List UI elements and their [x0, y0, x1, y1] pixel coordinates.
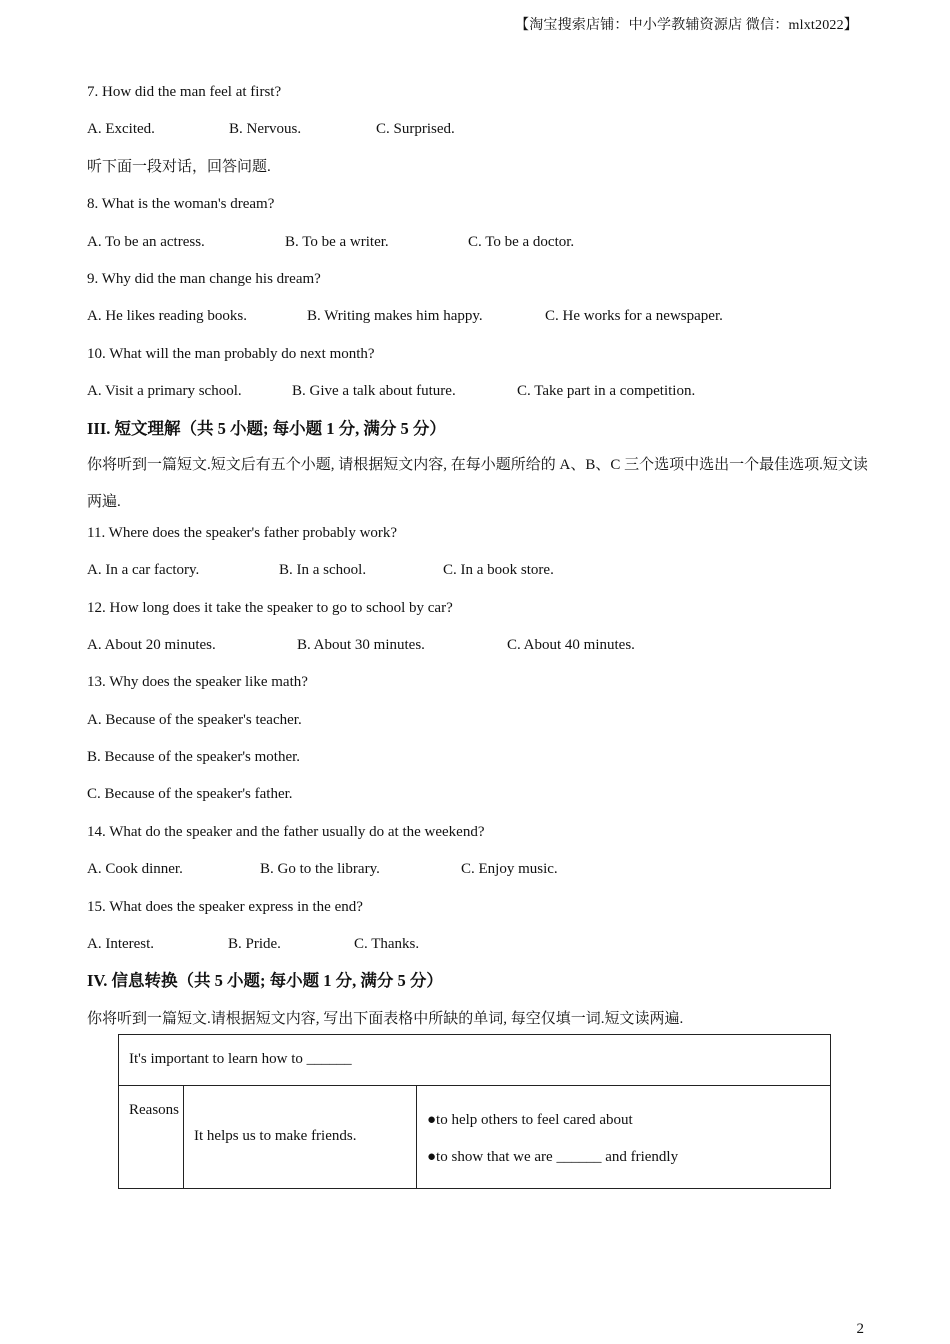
option-b: B. Because of the speaker's mother.: [87, 749, 301, 766]
option-c: C. Because of the speaker's father.: [87, 786, 293, 803]
option-b: B. About 30 minutes.: [297, 636, 425, 653]
info-table: [118, 1034, 831, 1189]
reasons-label: Reasons: [119, 1085, 184, 1188]
option-a: A. To be an actress.: [87, 233, 205, 250]
option-a: A. Interest.: [87, 936, 155, 953]
option-a: A. Because of the speaker's teacher.: [87, 711, 302, 728]
dialogue-instruction: 听下面一段对话，回答问题.: [87, 158, 271, 175]
option-c: C. Surprised.: [376, 121, 455, 138]
bullet-1: ●to help others to feel cared about: [427, 1111, 633, 1128]
option-c: C. In a book store.: [443, 562, 554, 579]
reason-cell: It helps us to make friends.: [184, 1085, 417, 1188]
option-c: C. About 40 minutes.: [507, 636, 635, 653]
option-a: A. He likes reading books.: [87, 308, 247, 325]
options-10: [87, 380, 877, 417]
page-header: 【淘宝搜索店铺：中小学教辅资源店 微信：mlxt2022】: [515, 18, 858, 33]
bullet-2: ●to show that we are ______ and friendly: [427, 1148, 679, 1165]
option-a: A. Cook dinner.: [87, 861, 183, 878]
question-13: 13. Why does the speaker like math?: [87, 674, 308, 691]
options-7: [87, 118, 877, 155]
page-number: 2: [856, 1321, 864, 1337]
options-11: [87, 559, 877, 596]
section-4-instruction: 你将听到一篇短文.请根据短文内容, 写出下面表格中所缺的单词, 每空仅填一词.短文读两遍.: [87, 1010, 684, 1027]
question-14: 14. What do the speaker and the father usually do at the weekend?: [87, 823, 485, 840]
question-11: 11. Where does the speaker's father probably work?: [87, 524, 398, 541]
table-row-1: It's important to learn how to ______: [119, 1034, 831, 1085]
options-8: [87, 231, 877, 268]
option-b: B. Writing makes him happy.: [307, 308, 483, 325]
options-12: [87, 634, 877, 671]
options-15: [87, 933, 877, 970]
bullet-cell: [417, 1085, 831, 1188]
option-a: A. About 20 minutes.: [87, 636, 216, 653]
option-a: A. In a car factory.: [87, 562, 200, 579]
option-c: C. He works for a newspaper.: [545, 308, 723, 325]
option-b: B. Pride.: [228, 936, 281, 953]
question-12: 12. How long does it take the speaker to go to school by car?: [87, 599, 453, 616]
question-8: 8. What is the woman's dream?: [87, 196, 275, 213]
options-9: [87, 305, 877, 342]
question-7: 7. How did the man feel at first?: [87, 84, 282, 100]
section-4-title: IV. 信息转换（共 5 小题; 每小题 1 分, 满分 5 分）: [87, 971, 443, 991]
question-10: 10. What will the man probably do next month?: [87, 345, 375, 362]
option-b: B. Nervous.: [229, 121, 302, 138]
option-b: B. In a school.: [279, 562, 367, 579]
option-b: B. To be a writer.: [285, 233, 389, 250]
option-c: C. Thanks.: [354, 936, 420, 953]
option-a: A. Excited.: [87, 121, 155, 138]
question-15: 15. What does the speaker express in the end?: [87, 898, 363, 915]
question-9: 9. Why did the man change his dream?: [87, 270, 321, 287]
option-c: C. To be a doctor.: [468, 233, 575, 250]
option-c: C. Enjoy music.: [461, 861, 558, 878]
option-b: B. Go to the library.: [260, 861, 380, 878]
exam-content: [87, 81, 877, 1189]
section-3-instruction: 你将听到一篇短文.短文后有五个小题, 请根据短文内容, 在每小题所给的 A、B、C 三个选项中选出一个最佳选项.短文读两遍.: [87, 456, 868, 511]
option-b: B. Give a talk about future.: [292, 383, 456, 400]
option-c: C. Take part in a competition.: [517, 383, 696, 400]
options-14: [87, 858, 877, 895]
section-3-title: III. 短文理解（共 5 小题; 每小题 1 分, 满分 5 分）: [87, 418, 446, 438]
option-a: A. Visit a primary school.: [87, 383, 242, 400]
